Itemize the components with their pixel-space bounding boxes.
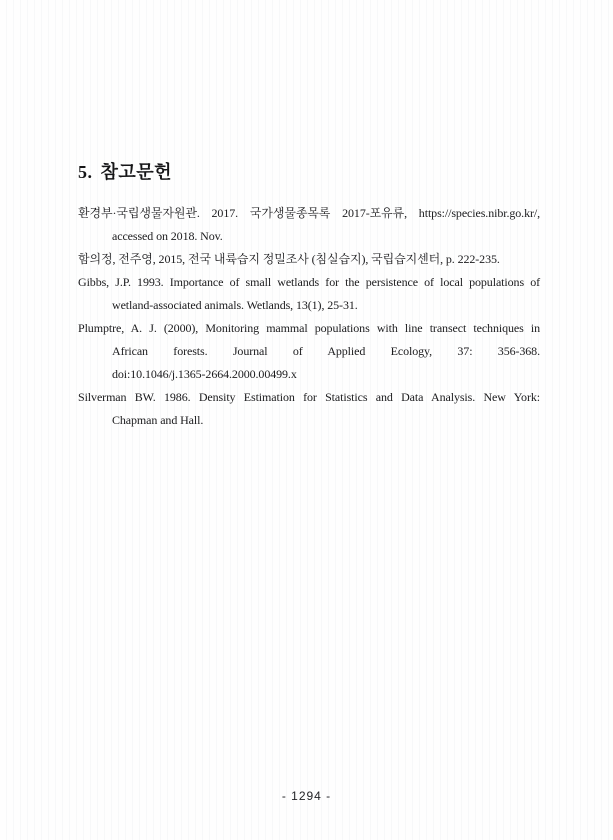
reference-line: accessed on 2018. Nov. [112,229,223,243]
reference-line: doi:10.1046/j.1365-2664.2000.00499.x [112,367,297,381]
reference-line: Gibbs, J.P. 1993. Importance of small wetlands for the persistence of local populations of [78,275,540,289]
reference-line: Plumptre, A. J. (2000), Monitoring mammal populations with line transect techniques in [78,321,540,335]
reference-entry [78,386,540,432]
reference-list [78,202,540,432]
reference-line: 함의정, 전주영, 2015, 전국 내륙습지 정밀조사 (침실습지), 국립습지센터, p. 222-235. [78,252,500,266]
reference-entry [78,202,540,248]
page-number: - 1294 - [281,789,332,803]
references-section [78,161,540,432]
reference-entry [78,248,540,271]
reference-line: Silverman BW. 1986. Density Estimation for Statistics and Data Analysis. New York: [78,390,540,404]
reference-line: African forests. Journal of Applied Ecology, 37: 356-368. [112,344,540,358]
section-title: 5. 참고문헌 [78,162,173,182]
reference-line: 환경부·국립생물자원관. 2017. 국가생물종목록 2017-포유류, https://species.nibr.go.kr/, [78,206,540,220]
reference-entry [78,317,540,386]
reference-line: Chapman and Hall. [112,413,204,427]
reference-entry [78,271,540,317]
reference-line: wetland-associated animals. Wetlands, 13(1), 25-31. [112,298,358,312]
